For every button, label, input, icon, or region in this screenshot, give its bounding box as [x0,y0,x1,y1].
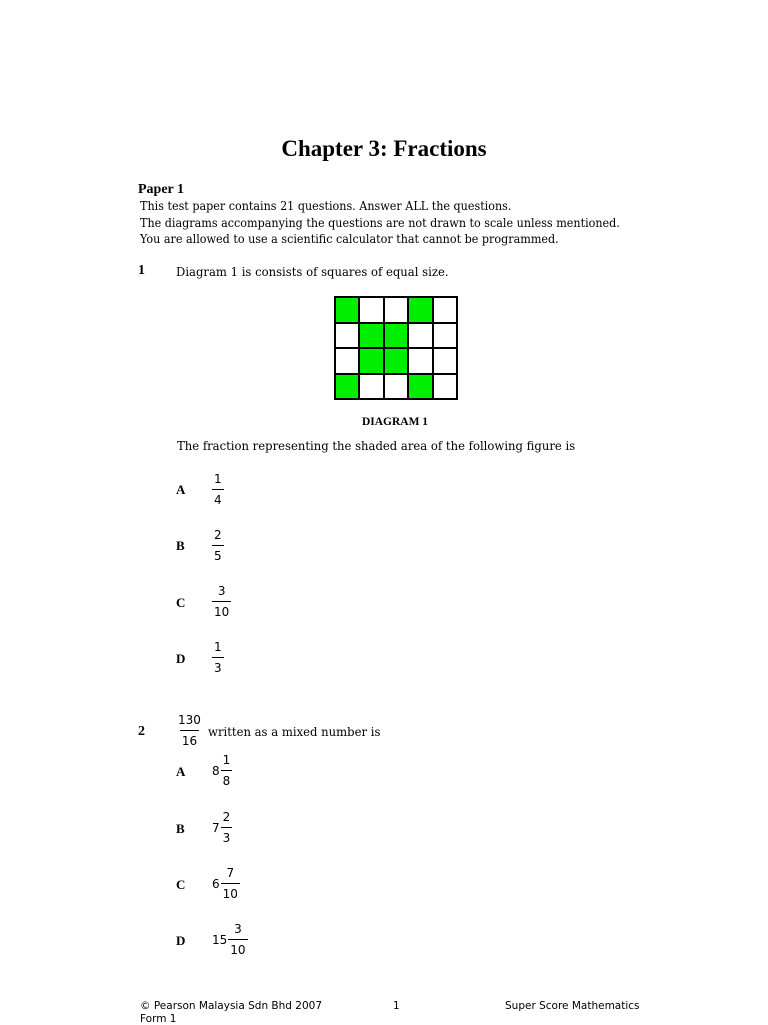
whole-part: 6 [212,876,220,891]
denominator: 8 [221,770,233,788]
denominator: 5 [212,545,224,563]
grid-cell-empty [408,323,432,349]
option-label: C [176,877,186,892]
grid-cell-empty [384,297,408,323]
grid-cell-shaded [359,348,383,374]
instruction-line: You are allowed to use a scientific calculator that cannot be programmed. [140,232,559,246]
question-text: Diagram 1 is consists of squares of equal size. [176,264,449,279]
grid-cell-shaded [335,374,359,400]
numerator: 1 [222,753,231,767]
numerator: 2 [222,810,231,824]
numerator: 130 [178,713,201,727]
option-fraction[interactable] [212,528,224,563]
option-label: A [176,482,186,497]
denominator: 3 [212,657,224,675]
option-label: A [176,764,186,779]
grid-cell-empty [335,348,359,374]
grid-cell-shaded [384,323,408,349]
grid-cell-shaded [384,348,408,374]
footer-book-title: Super Score Mathematics [505,1000,640,1012]
instruction-line: The diagrams accompanying the questions are not drawn to scale unless mentioned. [140,215,620,230]
denominator: 3 [221,827,233,845]
option-label: B [176,821,185,836]
grid-cell-empty [384,374,408,400]
numerator: 3 [234,922,242,936]
grid-cell-empty [433,297,457,323]
fraction-part [221,810,233,845]
question-number: 2 [138,724,145,739]
whole-part: 8 [212,763,220,778]
fraction-part [228,922,247,957]
grid-cell-shaded [408,374,432,400]
denominator: 10 [228,939,247,957]
numerator: 7 [226,866,235,880]
denominator: 16 [180,730,199,748]
question-prompt: The fraction representing the shaded area of the following figure is [177,438,576,453]
grid-cell-shaded [408,297,432,323]
instruction-line: This test paper contains 21 questions. Answer ALL the questions. [140,199,512,213]
grid-cell-empty [335,323,359,349]
question-fraction [176,713,203,748]
footer-page-number: 1 [393,1000,400,1012]
option-mixed-number[interactable] [212,866,240,901]
whole-part: 7 [212,820,220,835]
footer-copyright: © Pearson Malaysia Sdn Bhd 2007 [140,1000,323,1012]
fraction-part [221,753,233,788]
option-label: D [176,651,186,666]
option-fraction[interactable] [212,584,231,619]
option-mixed-number[interactable] [212,810,232,845]
numerator: 2 [214,528,222,542]
numerator: 3 [217,584,226,598]
paper-label: Paper 1 [138,182,185,197]
option-label: C [176,595,186,610]
option-label: D [176,933,186,948]
grid-cell-empty [433,374,457,400]
numerator: 1 [214,640,222,654]
denominator: 10 [221,883,240,901]
option-label: B [176,538,185,553]
numerator: 1 [214,472,222,486]
option-fraction[interactable] [212,472,224,507]
diagram-caption: DIAGRAM 1 [361,416,429,428]
grid-cell-empty [433,348,457,374]
diagram-grid [334,296,458,400]
option-mixed-number[interactable] [212,753,232,788]
grid-cell-shaded [335,297,359,323]
question-number: 1 [138,263,145,278]
question-text: written as a mixed number is [208,724,381,739]
grid-cell-empty [433,323,457,349]
grid-cell-empty [408,348,432,374]
option-fraction[interactable] [212,640,224,675]
fraction-part [221,866,240,901]
denominator: 4 [212,489,224,507]
whole-part: 15 [212,932,228,947]
page-title: Chapter 3: Fractions [281,136,487,161]
denominator: 10 [212,601,231,619]
option-mixed-number[interactable] [212,922,248,957]
grid-cell-shaded [359,323,383,349]
instructions [140,198,620,248]
grid-cell-empty [359,297,383,323]
grid-cell-empty [359,374,383,400]
footer-form: Form 1 [140,1013,177,1025]
